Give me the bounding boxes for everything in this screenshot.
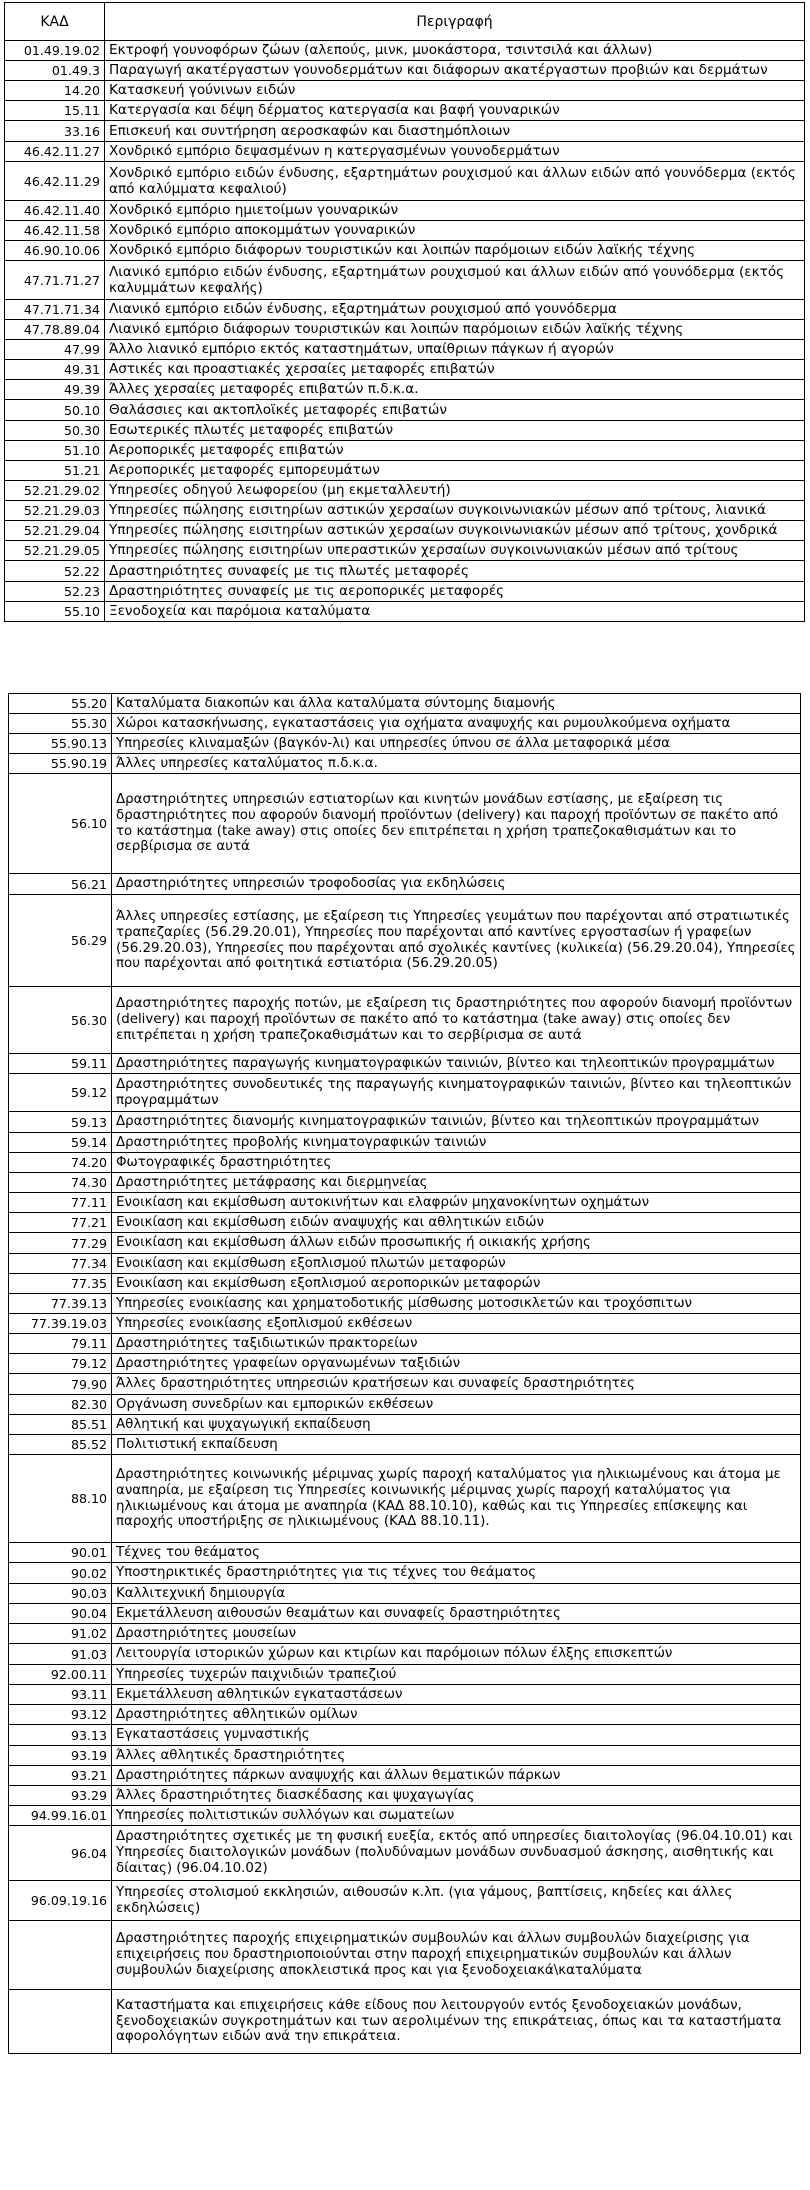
kad-description: Υπηρεσίες πώλησης εισιτηρίων υπεραστικών χερσαίων συγκοινωνιακών μέσων από τρίτους bbox=[105, 541, 805, 561]
kad-description: Δραστηριότητες πάρκων αναψυχής και άλλων θεματικών πάρκων bbox=[112, 1766, 801, 1786]
kad-code: 85.52 bbox=[9, 1435, 112, 1455]
table-row bbox=[5, 461, 805, 481]
kad-code: 90.04 bbox=[9, 1604, 112, 1624]
kad-description: Ενοικίαση και εκμίσθωση αυτοκινήτων και ελαφρών μηχανοκίνητων οχημάτων bbox=[112, 1193, 801, 1213]
table-row bbox=[9, 1354, 801, 1374]
kad-code: 82.30 bbox=[9, 1395, 112, 1415]
kad-description: Δραστηριότητες παροχής ποτών, με εξαίρεση τις δραστηριότητες που αφορούν διανομή προϊόντων (delivery) και παροχή προϊόντων σε πακέτο από το κατάστημα (take away) στις οποίες δεν επιτρέπεται η χρήση τραπεζοκαθισμάτων και το σερβίρισμα σε αυτά bbox=[112, 987, 801, 1054]
kad-code: 56.30 bbox=[9, 987, 112, 1054]
kad-code: 90.01 bbox=[9, 1543, 112, 1563]
kad-description: Λιανικό εμπόριο διάφορων τουριστικών και λοιπών παρόμοιων ειδών λαϊκής τέχνης bbox=[105, 320, 805, 340]
table-row bbox=[5, 521, 805, 541]
header-description: Περιγραφή bbox=[105, 3, 805, 41]
kad-code: 49.31 bbox=[5, 360, 105, 380]
kad-description: Αστικές και προαστιακές χερσαίες μεταφορές επιβατών bbox=[105, 360, 805, 380]
kad-description: Χώροι κατασκήνωσης, εγκαταστάσεις για οχήματα αναψυχής και ρυμουλκούμενα οχήματα bbox=[112, 714, 801, 734]
table-row bbox=[9, 774, 801, 874]
kad-description: Αθλητική και ψυχαγωγική εκπαίδευση bbox=[112, 1415, 801, 1435]
kad-code: 74.30 bbox=[9, 1173, 112, 1193]
table-row bbox=[5, 501, 805, 521]
kad-code: 93.13 bbox=[9, 1725, 112, 1746]
kad-description: Πολιτιστική εκπαίδευση bbox=[112, 1435, 801, 1455]
kad-code: 77.39.19.03 bbox=[9, 1314, 112, 1334]
kad-description: Δραστηριότητες μουσείων bbox=[112, 1624, 801, 1644]
kad-code: 55.90.13 bbox=[9, 734, 112, 754]
kad-description: Ενοικίαση και εκμίσθωση ειδών αναψυχής και αθλητικών ειδών bbox=[112, 1213, 801, 1233]
kad-code: 56.10 bbox=[9, 774, 112, 874]
kad-code: 59.11 bbox=[9, 1054, 112, 1074]
kad-code: 52.21.29.03 bbox=[5, 501, 105, 521]
kad-description: Ενοικίαση και εκμίσθωση εξοπλισμού πλωτών μεταφορών bbox=[112, 1254, 801, 1274]
kad-description: Δραστηριότητες συναφείς με τις αεροπορικές μεταφορές bbox=[105, 582, 805, 602]
kad-description: Ενοικίαση και εκμίσθωση εξοπλισμού αεροπορικών μεταφορών bbox=[112, 1274, 801, 1294]
table-row bbox=[9, 1314, 801, 1334]
table-row bbox=[9, 694, 801, 714]
kad-code: 93.29 bbox=[9, 1786, 112, 1806]
kad-description: Άλλες δραστηριότητες διασκέδασης και ψυχαγωγίας bbox=[112, 1786, 801, 1806]
kad-code: 79.11 bbox=[9, 1334, 112, 1354]
table-row bbox=[9, 1153, 801, 1173]
kad-code: 46.90.10.06 bbox=[5, 241, 105, 261]
kad-description: Δραστηριότητες μετάφρασης και διερμηνείας bbox=[112, 1173, 801, 1193]
kad-code: 93.19 bbox=[9, 1746, 112, 1766]
kad-code: 46.42.11.58 bbox=[5, 221, 105, 241]
kad-code: 79.90 bbox=[9, 1374, 112, 1395]
kad-description: Δραστηριότητες αθλητικών ομίλων bbox=[112, 1705, 801, 1725]
kad-code: 47.71.71.34 bbox=[5, 300, 105, 320]
kad-code: 50.10 bbox=[5, 400, 105, 421]
kad-description: Αεροπορικές μεταφορές εμπορευμάτων bbox=[105, 461, 805, 481]
table-row bbox=[9, 895, 801, 987]
table-row bbox=[9, 1173, 801, 1193]
table-row bbox=[5, 320, 805, 340]
kad-description: Δραστηριότητες ταξιδιωτικών πρακτορείων bbox=[112, 1334, 801, 1354]
kad-description: Οργάνωση συνεδρίων και εμπορικών εκθέσεων bbox=[112, 1395, 801, 1415]
kad-code: 85.51 bbox=[9, 1415, 112, 1435]
kad-description: Επισκευή και συντήρηση αεροσκαφών και διαστημόπλοιων bbox=[105, 121, 805, 142]
table-row bbox=[5, 441, 805, 461]
kad-description: Άλλες υπηρεσίες εστίασης, με εξαίρεση τις Υπηρεσίες γευμάτων που παρέχονται από στρατιωτικές τραπεζαρίες (56.29.20.01), Υπηρεσίες που παρέχονται από καντίνες εργοστασίων ή γραφείων (56.29.20.03), Υπηρεσίες που παρέχονται από σχολικές καντίνες (κυλικεία) (56.29.20.04), Υπηρεσίες που παρέχονται από φοιτητικά εστιατόρια (56.29.20.05) bbox=[112, 895, 801, 987]
table-row bbox=[5, 561, 805, 582]
table-row bbox=[5, 602, 805, 622]
kad-code: 93.12 bbox=[9, 1705, 112, 1725]
kad-description: Χονδρικό εμπόριο δεψασμένων η κατεργασμένων γουνοδερμάτων bbox=[105, 142, 805, 162]
table-row bbox=[9, 1074, 801, 1112]
kad-description: Εκμετάλλευση αθλητικών εγκαταστάσεων bbox=[112, 1685, 801, 1705]
table-row bbox=[5, 261, 805, 300]
table-row bbox=[9, 1746, 801, 1766]
kad-code: 52.21.29.05 bbox=[5, 541, 105, 561]
table-row bbox=[5, 81, 805, 101]
table-row bbox=[5, 142, 805, 162]
table-row bbox=[9, 1624, 801, 1644]
table-row bbox=[9, 1334, 801, 1354]
table-row bbox=[5, 421, 805, 441]
kad-description: Λιανικό εμπόριο ειδών ένδυσης, εξαρτημάτων ρουχισμού από γουνόδερμα bbox=[105, 300, 805, 320]
table-row bbox=[9, 1685, 801, 1705]
table-row bbox=[5, 400, 805, 421]
kad-code: 56.29 bbox=[9, 895, 112, 987]
kad-code: 52.23 bbox=[5, 582, 105, 602]
kad-description: Εκτροφή γουνοφόρων ζώων (αλεπούς, μινκ, μυοκάστορα, τσιντσιλά και άλλων) bbox=[105, 41, 805, 61]
kad-code: 91.03 bbox=[9, 1644, 112, 1665]
kad-code: 52.21.29.02 bbox=[5, 481, 105, 501]
table-row bbox=[9, 1294, 801, 1314]
kad-code: 92.00.11 bbox=[9, 1665, 112, 1685]
table-row bbox=[9, 1543, 801, 1563]
kad-code: 74.20 bbox=[9, 1153, 112, 1173]
table-row bbox=[9, 1193, 801, 1213]
kad-code: 91.02 bbox=[9, 1624, 112, 1644]
kad-code: 77.39.13 bbox=[9, 1294, 112, 1314]
table-row bbox=[9, 1233, 801, 1254]
kad-code: 46.42.11.40 bbox=[5, 201, 105, 221]
kad-code: 47.71.71.27 bbox=[5, 261, 105, 300]
kad-description: Δραστηριότητες παραγωγής κινηματογραφικών ταινιών, βίντεο και τηλεοπτικών προγραμμάτων bbox=[112, 1054, 801, 1074]
table-row bbox=[9, 1881, 801, 1921]
kad-description: Άλλες χερσαίες μεταφορές επιβατών π.δ.κ.α. bbox=[105, 380, 805, 400]
kad-code: 59.14 bbox=[9, 1133, 112, 1153]
kad-description: Λιανικό εμπόριο ειδών ένδυσης, εξαρτημάτων ρουχισμού και άλλων ειδών από γουνόδερμα (εκτός καλυμμάτων κεφαλής) bbox=[105, 261, 805, 300]
kad-code: 47.99 bbox=[5, 340, 105, 360]
kad-code: 77.35 bbox=[9, 1274, 112, 1294]
kad-description: Δραστηριότητες γραφείων οργανωμένων ταξιδιών bbox=[112, 1354, 801, 1374]
kad-description: Λειτουργία ιστορικών χώρων και κτιρίων και παρόμοιων πόλων έλξης επισκεπτών bbox=[112, 1644, 801, 1665]
table-row bbox=[5, 582, 805, 602]
kad-code: 33.16 bbox=[5, 121, 105, 142]
kad-description: Δραστηριότητες υπηρεσιών τροφοδοσίας για εκδηλώσεις bbox=[112, 874, 801, 895]
table-row bbox=[9, 1112, 801, 1133]
kad-code: 49.39 bbox=[5, 380, 105, 400]
kad-code: 55.10 bbox=[5, 602, 105, 622]
kad-description: Δραστηριότητες υπηρεσιών εστιατορίων και κινητών μονάδων εστίασης, με εξαίρεση τις δραστηριότητες που αφορούν διανομή προϊόντων (delivery) και παροχή προϊόντων σε πακέτο από το κατάστημα (take away) στις οποίες δεν επιτρέπεται η χρήση τραπεζοκαθισμάτων και το σερβίρισμα σε αυτά bbox=[112, 774, 801, 874]
table-row bbox=[9, 1563, 801, 1584]
table-row bbox=[5, 201, 805, 221]
kad-code: 01.49.3 bbox=[5, 61, 105, 81]
table-row bbox=[5, 481, 805, 501]
kad-code bbox=[9, 1990, 112, 2054]
kad-code: 93.11 bbox=[9, 1685, 112, 1705]
kad-code: 52.22 bbox=[5, 561, 105, 582]
kad-description: Φωτογραφικές δραστηριότητες bbox=[112, 1153, 801, 1173]
table-row bbox=[9, 1705, 801, 1725]
table-row bbox=[5, 300, 805, 320]
kad-description: Τέχνες του θεάματος bbox=[112, 1543, 801, 1563]
kad-description: Άλλο λιανικό εμπόριο εκτός καταστημάτων, υπαίθριων πάγκων ή αγορών bbox=[105, 340, 805, 360]
kad-description: Υπηρεσίες οδηγού λεωφορείου (μη εκμεταλλευτή) bbox=[105, 481, 805, 501]
kad-description: Υπηρεσίες στολισμού εκκλησιών, αιθουσών κ.λπ. (για γάμους, βαπτίσεις, κηδείες και άλλες εκδηλώσεις) bbox=[112, 1881, 801, 1921]
kad-code: 93.21 bbox=[9, 1766, 112, 1786]
kad-description: Υπηρεσίες ενοικίασης και χρηματοδοτικής μίσθωσης μοτοσικλετών και τροχόσπιτων bbox=[112, 1294, 801, 1314]
kad-code: 50.30 bbox=[5, 421, 105, 441]
table-row bbox=[9, 1665, 801, 1685]
table-row bbox=[5, 241, 805, 261]
table-row bbox=[5, 41, 805, 61]
kad-code: 46.42.11.29 bbox=[5, 162, 105, 201]
kad-code: 55.90.19 bbox=[9, 754, 112, 774]
kad-code: 59.13 bbox=[9, 1112, 112, 1133]
kad-description: Υπηρεσίες κλιναμαξών (βαγκόν-λι) και υπηρεσίες ύπνου σε άλλα μεταφορικά μέσα bbox=[112, 734, 801, 754]
table-row bbox=[9, 874, 801, 895]
kad-description: Κατεργασία και δέψη δέρματος κατεργασία και βαφή γουναρικών bbox=[105, 101, 805, 121]
kad-description: Άλλες υπηρεσίες καταλύματος π.δ.κ.α. bbox=[112, 754, 801, 774]
kad-code: 52.21.29.04 bbox=[5, 521, 105, 541]
kad-description: Άλλες δραστηριότητες υπηρεσιών κρατήσεων και συναφείς δραστηριότητες bbox=[112, 1374, 801, 1395]
table-row bbox=[5, 360, 805, 380]
kad-code: 46.42.11.27 bbox=[5, 142, 105, 162]
kad-description: Υποστηρικτικές δραστηριότητες για τις τέχνες του θεάματος bbox=[112, 1563, 801, 1584]
table-row bbox=[9, 734, 801, 754]
table-row bbox=[9, 1725, 801, 1746]
kad-description: Εκμετάλλευση αιθουσών θεαμάτων και συναφείς δραστηριότητες bbox=[112, 1604, 801, 1624]
kad-description: Δραστηριότητες συναφείς με τις πλωτές μεταφορές bbox=[105, 561, 805, 582]
kad-code: 51.10 bbox=[5, 441, 105, 461]
kad-description: Υπηρεσίες πολιτιστικών συλλόγων και σωματείων bbox=[112, 1806, 801, 1826]
kad-description: Υπηρεσίες τυχερών παιχνιδιών τραπεζιού bbox=[112, 1665, 801, 1685]
table-row bbox=[5, 121, 805, 142]
kad-description: Αεροπορικές μεταφορές επιβατών bbox=[105, 441, 805, 461]
kad-description: Καλλιτεχνική δημιουργία bbox=[112, 1584, 801, 1604]
kad-code: 96.04 bbox=[9, 1826, 112, 1881]
table-row bbox=[5, 541, 805, 561]
table-row bbox=[9, 1455, 801, 1543]
kad-code: 77.21 bbox=[9, 1213, 112, 1233]
kad-code bbox=[9, 1921, 112, 1990]
table-row bbox=[9, 1133, 801, 1153]
table-row bbox=[5, 162, 805, 201]
kad-code: 79.12 bbox=[9, 1354, 112, 1374]
kad-description: Εγκαταστάσεις γυμναστικής bbox=[112, 1725, 801, 1746]
kad-code: 88.10 bbox=[9, 1455, 112, 1543]
kad-description: Εσωτερικές πλωτές μεταφορές επιβατών bbox=[105, 421, 805, 441]
kad-code: 90.02 bbox=[9, 1563, 112, 1584]
table-row bbox=[9, 987, 801, 1054]
kad-description: Χονδρικό εμπόριο ειδών ένδυσης, εξαρτημάτων ρουχισμού και άλλων ειδών από γουνόδερμα (εκτός από καλύμματα κεφαλιού) bbox=[105, 162, 805, 201]
table-row bbox=[5, 340, 805, 360]
table-row bbox=[9, 1254, 801, 1274]
kad-description: Θαλάσσιες και ακτοπλοϊκές μεταφορές επιβατών bbox=[105, 400, 805, 421]
table-row bbox=[9, 1415, 801, 1435]
table-row bbox=[9, 1274, 801, 1294]
table-row bbox=[9, 1054, 801, 1074]
kad-description: Χονδρικό εμπόριο αποκομμάτων γουναρικών bbox=[105, 221, 805, 241]
kad-code: 55.20 bbox=[9, 694, 112, 714]
kad-code: 90.03 bbox=[9, 1584, 112, 1604]
kad-code: 56.21 bbox=[9, 874, 112, 895]
kad-description: Κατασκευή γούνινων ειδών bbox=[105, 81, 805, 101]
header-code: ΚΑΔ bbox=[5, 3, 105, 41]
table-row bbox=[5, 101, 805, 121]
kad-table-part-2 bbox=[8, 693, 801, 2054]
kad-description: Καταστήματα και επιχειρήσεις κάθε είδους που λειτουργούν εντός ξενοδοχειακών μονάδων, ξενοδοχειακών συγκροτημάτων και των αερολιμένων της επικράτειας, όπως και τα καταστήματα αφορολόγητων ειδών ανά την επικράτεια. bbox=[112, 1990, 801, 2054]
table-row bbox=[9, 714, 801, 734]
kad-code: 77.34 bbox=[9, 1254, 112, 1274]
kad-code: 55.30 bbox=[9, 714, 112, 734]
kad-description: Ξενοδοχεία και παρόμοια καταλύματα bbox=[105, 602, 805, 622]
kad-code: 47.78.89.04 bbox=[5, 320, 105, 340]
kad-description: Υπηρεσίες πώλησης εισιτηρίων αστικών χερσαίων συγκοινωνιακών μέσων από τρίτους, λιανικά bbox=[105, 501, 805, 521]
table-row bbox=[9, 1990, 801, 2054]
kad-code: 14.20 bbox=[5, 81, 105, 101]
kad-description: Δραστηριότητες διανομής κινηματογραφικών ταινιών, βίντεο και τηλεοπτικών προγραμμάτων bbox=[112, 1112, 801, 1133]
kad-description: Υπηρεσίες ενοικίασης εξοπλισμού εκθέσεων bbox=[112, 1314, 801, 1334]
kad-description: Άλλες αθλητικές δραστηριότητες bbox=[112, 1746, 801, 1766]
kad-description: Χονδρικό εμπόριο διάφορων τουριστικών και λοιπών παρόμοιων ειδών λαϊκής τέχνης bbox=[105, 241, 805, 261]
kad-table-part-1 bbox=[4, 2, 805, 622]
table-row bbox=[5, 221, 805, 241]
table-row bbox=[9, 1213, 801, 1233]
kad-description: Παραγωγή ακατέργαστων γουνοδερμάτων και διάφορων ακατέργαστων προβιών και δερμάτων bbox=[105, 61, 805, 81]
table-row bbox=[9, 1786, 801, 1806]
table-row bbox=[9, 754, 801, 774]
table-row bbox=[9, 1921, 801, 1990]
table-row bbox=[9, 1604, 801, 1624]
kad-description: Υπηρεσίες πώλησης εισιτηρίων αστικών χερσαίων συγκοινωνιακών μέσων από τρίτους, χονδρικά bbox=[105, 521, 805, 541]
table-row bbox=[9, 1395, 801, 1415]
kad-code: 96.09.19.16 bbox=[9, 1881, 112, 1921]
table-header-row bbox=[5, 3, 805, 41]
kad-code: 01.49.19.02 bbox=[5, 41, 105, 61]
kad-code: 59.12 bbox=[9, 1074, 112, 1112]
kad-description: Καταλύματα διακοπών και άλλα καταλύματα σύντομης διαμονής bbox=[112, 694, 801, 714]
table-row bbox=[9, 1766, 801, 1786]
kad-description: Δραστηριότητες σχετικές με τη φυσική ευεξία, εκτός από υπηρεσίες διαιτολογίας (96.04.10.01) και Υπηρεσίες διαιτολογικών μονάδων (πολυδύναμων μονάδων συνδυασμού άσκησης, αισθητικής και δίαιτας) (96.04.10.02) bbox=[112, 1826, 801, 1881]
kad-code: 77.11 bbox=[9, 1193, 112, 1213]
table-row bbox=[9, 1826, 801, 1881]
table-row bbox=[9, 1644, 801, 1665]
kad-description: Δραστηριότητες παροχής επιχειρηματικών συμβουλών και άλλων συμβουλών διαχείρισης για επιχειρήσεις που δραστηριοποιούνται στην παροχή επιχειρηματικών συμβουλών και άλλων συμβουλών διαχείρισης αποκλειστικά προς και για ξενοδοχειακά\καταλύματα bbox=[112, 1921, 801, 1990]
table-row bbox=[5, 380, 805, 400]
kad-code: 94.99.16.01 bbox=[9, 1806, 112, 1826]
kad-description: Δραστηριότητες συνοδευτικές της παραγωγής κινηματογραφικών ταινιών, βίντεο και τηλεοπτικών προγραμμάτων bbox=[112, 1074, 801, 1112]
kad-code: 51.21 bbox=[5, 461, 105, 481]
kad-code: 15.11 bbox=[5, 101, 105, 121]
table-row bbox=[9, 1806, 801, 1826]
kad-description: Δραστηριότητες προβολής κινηματογραφικών ταινιών bbox=[112, 1133, 801, 1153]
kad-description: Ενοικίαση και εκμίσθωση άλλων ειδών προσωπικής ή οικιακής χρήσης bbox=[112, 1233, 801, 1254]
kad-description: Χονδρικό εμπόριο ημιετοίμων γουναρικών bbox=[105, 201, 805, 221]
kad-description: Δραστηριότητες κοινωνικής μέριμνας χωρίς παροχή καταλύματος για ηλικιωμένους και άτομα με αναπηρία, με εξαίρεση τις Υπηρεσίες κοινωνικής μέριμνας χωρίς παροχή καταλύματος για ηλικιωμένους και άτομα με αναπηρία (ΚΑΔ 88.10.10), καθώς και τις Υπηρεσίες επίσκεψης και παροχής υποστήριξης σε ηλικιωμένους (ΚΑΔ 88.10.11). bbox=[112, 1455, 801, 1543]
table-row bbox=[5, 61, 805, 81]
table-row bbox=[9, 1435, 801, 1455]
table-row bbox=[9, 1584, 801, 1604]
kad-code: 77.29 bbox=[9, 1233, 112, 1254]
table-row bbox=[9, 1374, 801, 1395]
